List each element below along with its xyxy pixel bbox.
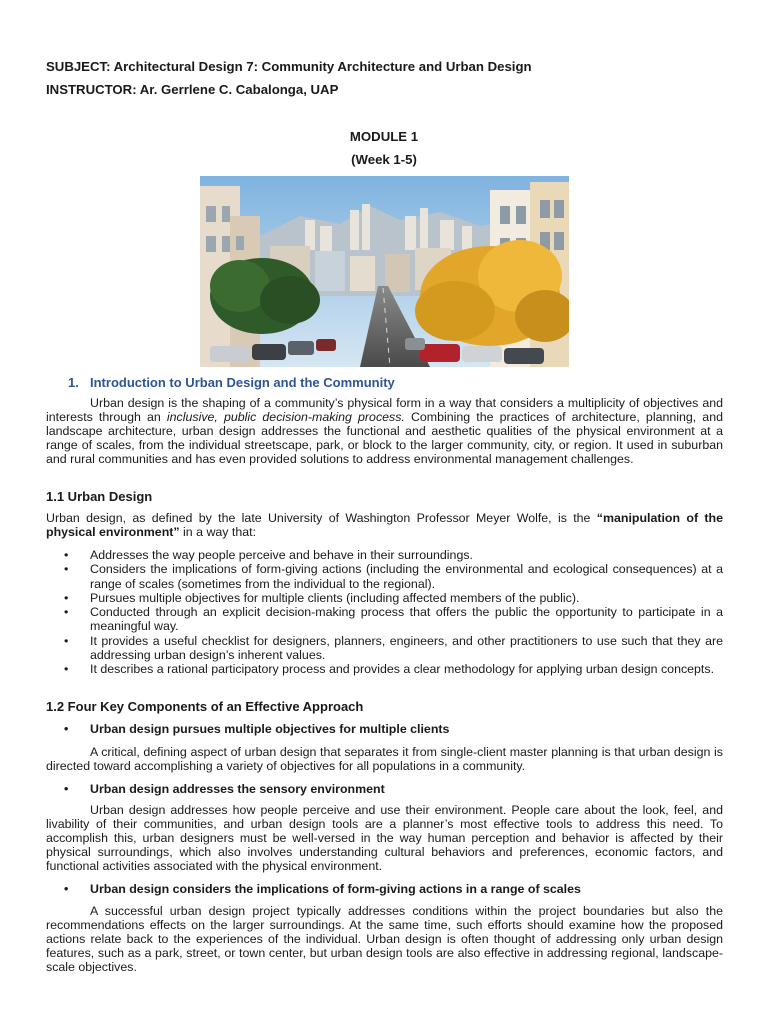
list-item-text: Conducted through an explicit decision-making process that offers the public the opportunity to participate in a meaningful way.: [90, 605, 723, 634]
definition-text-a: Urban design, as defined by the late University of Washington Professor Meyer Wolfe, is the: [46, 511, 597, 525]
section-1-2-heading: 1.2 Four Key Components of an Effective Approach: [46, 699, 364, 714]
component-3-paragraph: [46, 905, 723, 975]
component-2-text: Urban design addresses how people perceive and use their environment. People care about the look, feel, and livability of their communities, and urban design tools are a planner’s most effective tools to address this need. To accomplish this, urban designers must be well-versed in the way human perception and behavior is affected by their physical surroundings, which also involves understanding cultural behaviors and preferences, economic factors, and functional activities associated with the physical environment.: [46, 803, 723, 873]
bullet-icon: •: [64, 590, 69, 605]
bullet-icon: •: [64, 633, 69, 648]
component-3-title: Urban design considers the implications of form-giving actions in a range of scales: [90, 882, 581, 896]
definition-bullet-list: [46, 548, 723, 677]
list-item-text: It describes a rational participatory process and provides a clear methodology for applying urban design concepts.: [90, 662, 715, 677]
instructor-line: INSTRUCTOR: Ar. Gerrlene C. Cabalonga, UAP: [46, 82, 339, 97]
list-item: [46, 634, 723, 663]
bullet-icon: •: [64, 882, 69, 896]
intro-paragraph: [46, 397, 723, 467]
component-2-paragraph: [46, 804, 723, 874]
component-3-text: A successful urban design project typically addresses conditions within the project boundaries but also the recommendations effects on the larger surroundings. At the same time, such efforts should examine how the proposed actions relate back to the experiences of the individual. Urban design is often thought of addressing only urban design features, such as a park, street, or town center, but urban design tools are also effective in addressing regional, landscape-scale objectives.: [46, 904, 723, 974]
list-item: [46, 591, 723, 605]
bullet-icon: •: [64, 605, 69, 620]
list-item-text: Addresses the way people perceive and behave in their surroundings.: [90, 548, 473, 562]
module-weeks: (Week 1-5): [351, 152, 417, 167]
component-2-title: Urban design addresses the sensory environment: [90, 782, 385, 796]
bullet-icon: •: [64, 662, 69, 677]
intro-text-b: Combining the practices of architecture, planning, and landscape architecture, urban design addresses the functional and aesthetic qualities of the physical environment at a range of scales, from the individual streetscape, park, or block to the larger community, city, or region. It used in suburban and rural communities and has even provided solutions to address environmental management challenges.: [46, 409, 723, 466]
bullet-icon: •: [64, 722, 69, 736]
city-street-photo: [200, 176, 569, 367]
list-item: [46, 548, 723, 562]
bullet-icon: •: [64, 562, 69, 577]
intro-text-a: Urban design is the shaping of a community’s physical form in a way that considers a multiplicity of objectives and interests through an: [46, 396, 723, 424]
list-item-text: Pursues multiple objectives for multiple clients (including affected members of the public).: [90, 590, 580, 605]
list-item-text: Considers the implications of form-giving actions (including the environmental and ecological consequences) at a range of scales (sometimes from the individual to the regional).: [90, 562, 723, 591]
component-1-text: A critical, defining aspect of urban design that separates it from single-client master planning is that urban design is directed toward accomplishing a variety of objectives for all populations in a community.: [46, 745, 723, 773]
list-item: [46, 562, 723, 591]
bullet-icon: •: [64, 548, 69, 562]
section-1-title: Introduction to Urban Design and the Community: [90, 375, 395, 390]
section-1-heading: [68, 375, 395, 390]
section-1-1-heading: 1.1 Urban Design: [46, 489, 153, 504]
module-title: MODULE 1: [349, 129, 419, 144]
bullet-icon: •: [64, 782, 69, 796]
definition-paragraph: [46, 512, 723, 540]
list-item: [46, 662, 723, 676]
section-1-number: 1.: [68, 375, 79, 390]
subject-line: SUBJECT: Architectural Design 7: Community Architecture and Urban Design: [46, 59, 532, 74]
component-1-paragraph: [46, 746, 723, 774]
component-1-title: Urban design pursues multiple objectives for multiple clients: [90, 722, 450, 736]
intro-text-emphasis: inclusive, public decision-making process.: [166, 409, 405, 424]
list-item-text: It provides a useful checklist for designers, planners, engineers, and other practitioners to use such that they are addressing urban design’s inherent values.: [90, 633, 723, 663]
definition-text-strong: “manipulation of the physical environment”: [46, 511, 723, 539]
list-item: [46, 605, 723, 634]
definition-text-b: in a way that:: [179, 524, 257, 539]
